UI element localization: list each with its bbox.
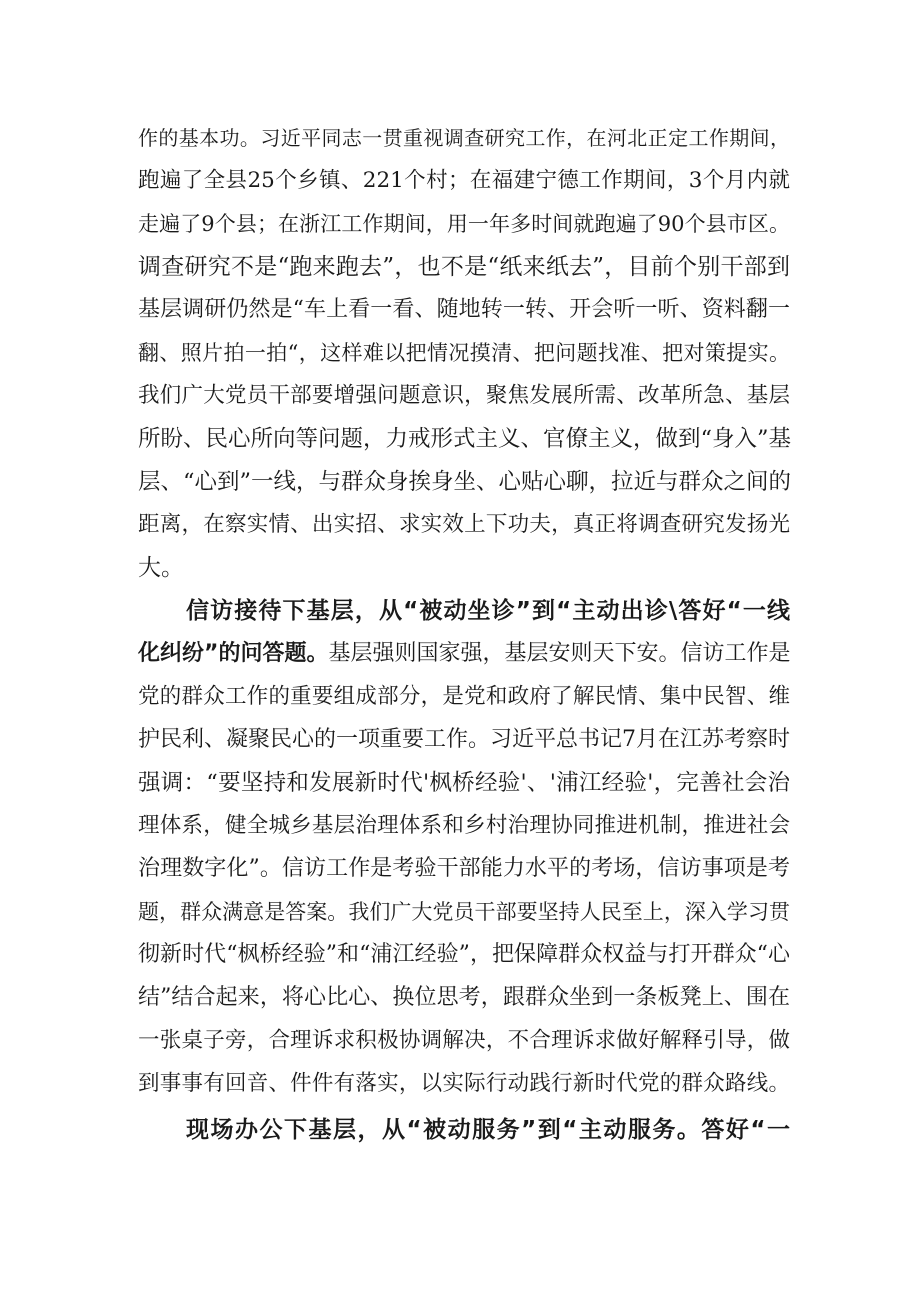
paragraph-2-line-3: 强调：“要坚持和发展新时代'枫桥经验'、'浦江经验'，完善社会治 xyxy=(138,770,790,796)
paragraph-1-line-4: 调查研究不是“跑来跑去”，也不是“纸来纸去”，目前个别干部到 xyxy=(138,254,790,280)
paragraph-1-line-10: 距离，在察实情、出实招、求实效上下功夫，真正将调查研究发扬光 xyxy=(138,512,790,537)
paragraph-2-line-8: 结”结合起来，将心比心、换位思考，跟群众坐到一条板凳上、围在 xyxy=(138,985,790,1010)
paragraph-2-line-10: 到事事有回音、件件有落实，以实际行动践行新时代党的群众路线。 xyxy=(138,1071,790,1096)
paragraph-1-line-11: 大。 xyxy=(138,555,184,581)
paragraph-2-line-6: 题，群众满意是答案。我们广大党员干部要坚持人民至上，深入学习贯 xyxy=(138,900,790,924)
paragraph-1-line-7: 我们广大党员干部要增强问题意识，聚焦发展所需、改革所急、基层 xyxy=(138,383,790,408)
paragraph-1-line-5: 基层调研仍然是“车上看一看、随地转一转、开会听一听、资料翻一 xyxy=(138,297,790,322)
paragraph-1-line-6: 翻、照片拍一拍“，这样难以把情况摸清、把问题找准、把对策提实。 xyxy=(138,341,790,365)
paragraph-1-line-2: 跑遍了全县25个乡镇、221个村；在福建宁德工作期间，3个月内就 xyxy=(138,168,790,193)
paragraph-2-heading-line-1: 信访接待下基层，从“被动坐诊”到“主动出诊\答好“一线 xyxy=(186,598,790,624)
paragraph-2-heading-line-2 xyxy=(138,634,790,674)
paragraph-2-line-5: 治理数字化”。信访工作是考验干部能力水平的考场，信访事项是考 xyxy=(138,856,790,881)
paragraph-1-line-9: 层、“心到”一线，与群众身挨身坐、心贴心聊，拉近与群众之间的 xyxy=(138,469,792,495)
paragraph-1-line-8: 所盼、民心所向等问题，力戒形式主义、官僚主义，做到“身入”基 xyxy=(138,426,792,452)
paragraph-2-line-1: 党的群众工作的重要组成部分，是党和政府了解民情、集中民智、维 xyxy=(138,684,790,709)
paragraph-1-line-1: 作的基本功。习近平同志一贯重视调查研究工作，在河北正定工作期间， xyxy=(138,126,790,150)
paragraph-2-line-4: 理体系，健全城乡基层治理体系和乡村治理协同推进机制，推进社会 xyxy=(138,813,790,838)
paragraph-2-line-2: 护民利、凝聚民心的一项重要工作。习近平总书记7月在江苏考察时 xyxy=(138,727,790,752)
paragraph-2-heading-rest: 基层强则国家强，基层安则天下安。信访工作是 xyxy=(328,641,791,666)
paragraph-2-line-9: 一张桌子旁，合理诉求积极协调解决，不合理诉求做好解释引导，做 xyxy=(138,1028,790,1053)
paragraph-3-heading-line-1: 现场办公下基层，从“被动服务”到“主动服务。答好“一 xyxy=(186,1117,790,1143)
paragraph-2-heading-bold: 化纠纷”的问答题。 xyxy=(138,641,329,666)
paragraph-2-line-7: 彻新时代“枫桥经验”和“浦江经验”，把保障群众权益与打开群众“心 xyxy=(138,942,790,967)
paragraph-1-line-3: 走遍了9个县；在浙江工作期间，用一年多时间就跑遍了90个县市区。 xyxy=(138,212,790,236)
